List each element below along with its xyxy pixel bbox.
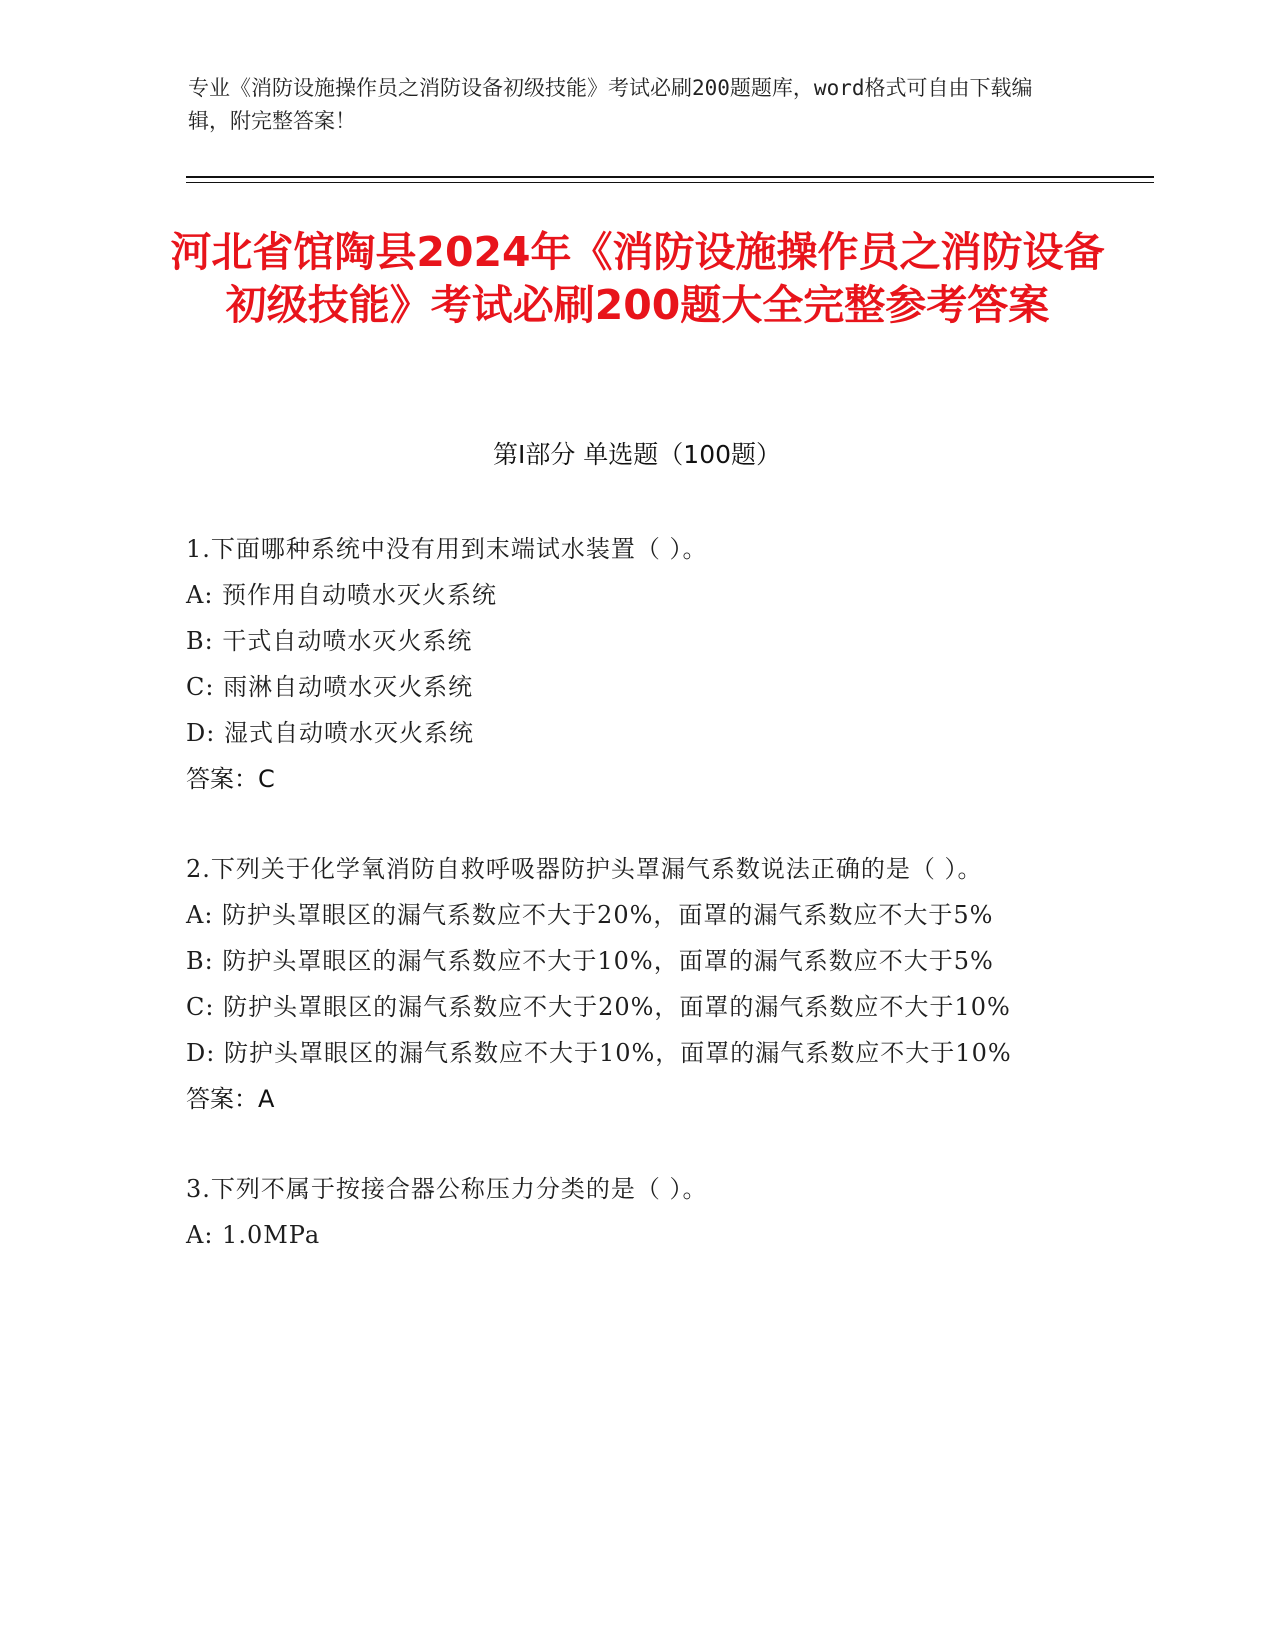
header-divider-thin <box>186 182 1154 183</box>
option-a: A: 防护头罩眼区的漏气系数应不大于20%，面罩的漏气系数应不大于5% <box>186 901 994 929</box>
answer: 答案：A <box>186 1085 275 1113</box>
option-a: A: 预作用自动喷水灭火系统 <box>186 581 498 609</box>
header-divider-thick <box>186 176 1154 178</box>
question-stem: 3.下列不属于按接合器公称压力分类的是（ ）。 <box>186 1175 708 1203</box>
section-title: 第Ⅰ部分 单选题（100题） <box>492 440 782 469</box>
question-3 <box>186 1166 1066 1258</box>
question-list <box>186 526 1066 1302</box>
option-b: B: 防护头罩眼区的漏气系数应不大于10%，面罩的漏气系数应不大于5% <box>186 947 994 975</box>
header-note: 专业《消防设施操作员之消防设备初级技能》考试必刷200题题库，word格式可自由下载编辑，附完整答案！ <box>188 76 1033 133</box>
option-b: B: 干式自动喷水灭火系统 <box>186 627 473 655</box>
option-d: D: 湿式自动喷水灭火系统 <box>186 719 474 747</box>
option-c: C: 雨淋自动喷水灭火系统 <box>186 673 474 701</box>
option-a: A: 1.0MPa <box>186 1221 321 1249</box>
answer: 答案：C <box>186 765 275 793</box>
question-2 <box>186 846 1066 1122</box>
question-stem: 1.下面哪种系统中没有用到末端试水装置（ ）。 <box>186 535 708 563</box>
document-title: 河北省馆陶县2024年《消防设施操作员之消防设备初级技能》考试必刷200题大全完整参考答案 <box>170 228 1105 329</box>
question-1 <box>186 526 1066 802</box>
option-c: C: 防护头罩眼区的漏气系数应不大于20%，面罩的漏气系数应不大于10% <box>186 993 1011 1021</box>
option-d: D: 防护头罩眼区的漏气系数应不大于10%，面罩的漏气系数应不大于10% <box>186 1039 1012 1067</box>
question-stem: 2.下列关于化学氧消防自救呼吸器防护头罩漏气系数说法正确的是（ ）。 <box>186 855 983 883</box>
